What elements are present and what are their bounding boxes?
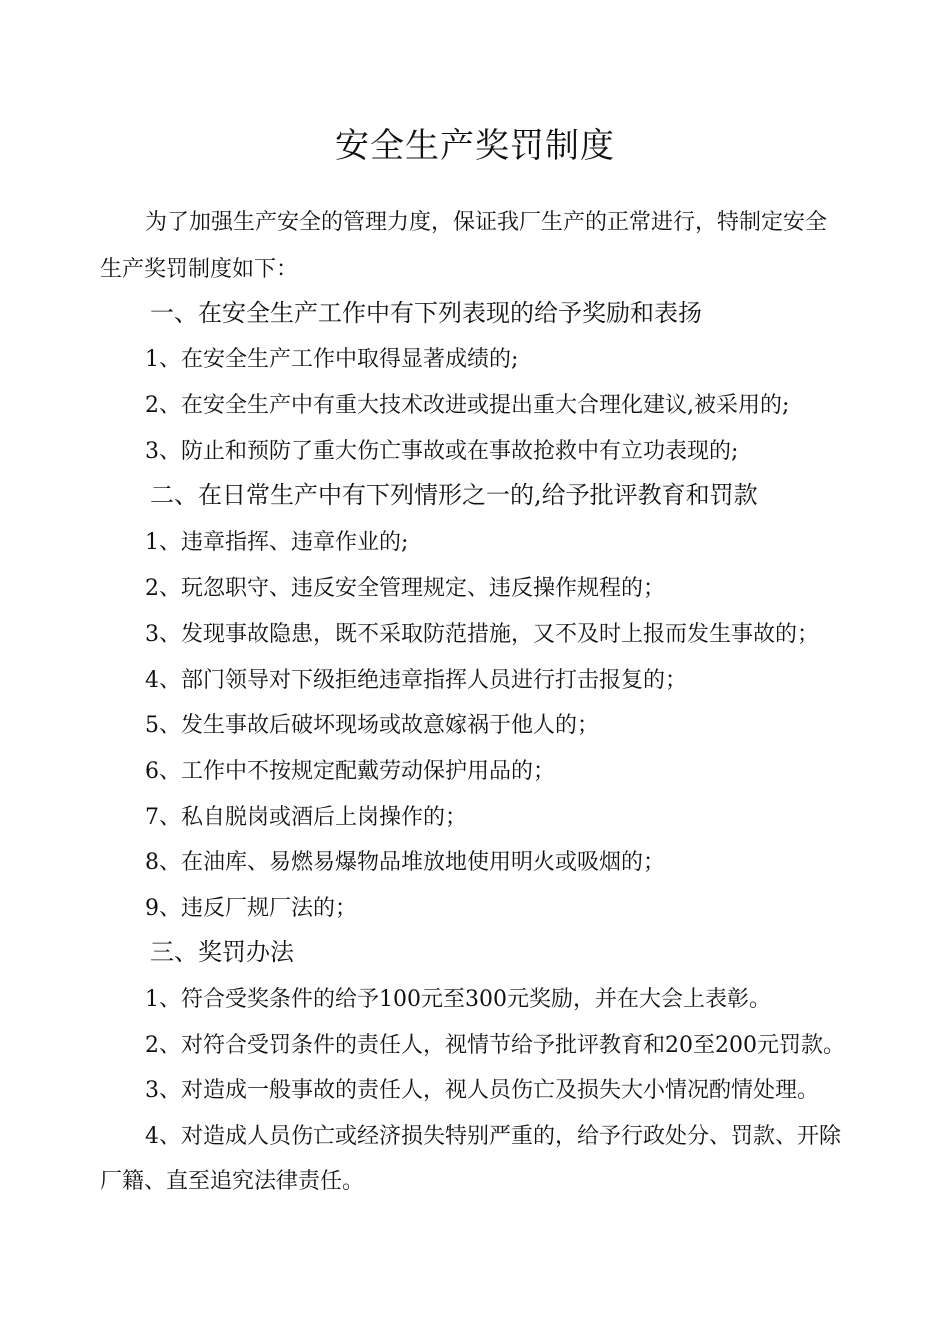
section3-item-4-line-1: 4、对造成人员伤亡或经济损失特别严重的，给予行政处分、罚款、开除 (145, 1124, 841, 1149)
section1-item-3: 3、防止和预防了重大伤亡事故或在事故抢救中有立功表现的; (145, 439, 739, 464)
intro-line-2: 生产奖罚制度如下： (100, 257, 299, 282)
section2-item-6: 6、工作中不按规定配戴劳动保护用品的； (145, 759, 555, 784)
section2-item-5: 5、发生事故后破坏现场或故意嫁祸于他人的； (145, 713, 599, 738)
section2-item-9: 9、违反厂规厂法的； (145, 896, 357, 921)
section3-item-3: 3、对造成一般事故的责任人，视人员伤亡及损失大小情况酌情处理。 (145, 1078, 819, 1103)
section2-item-3: 3、发现事故隐患，既不采取防范措施，又不及时上报而发生事故的； (145, 622, 819, 647)
section2-item-4: 4、部门领导对下级拒绝违章指挥人员进行打击报复的； (145, 668, 687, 693)
section2-item-8: 8、在油库、易燃易爆物品堆放地使用明火或吸烟的； (145, 850, 665, 875)
section2-heading: 二、在日常生产中有下列情形之一的,给予批评教育和罚款 (150, 481, 758, 509)
section3-item-1: 1、符合受奖条件的给予100元至300元奖励，并在大会上表彰。 (145, 987, 771, 1012)
section1-heading: 一、在安全生产工作中有下列表现的给予奖励和表扬 (150, 299, 702, 327)
section2-item-1: 1、违章指挥、违章作业的; (145, 530, 409, 555)
section1-item-2: 2、在安全生产中有重大技术改进或提出重大合理化建议,被采用的; (145, 393, 790, 418)
section3-item-4-line-2: 厂籍、直至追究法律责任。 (100, 1169, 365, 1194)
document-title: 安全生产奖罚制度 (335, 126, 615, 166)
section3-item-2: 2、对符合受罚条件的责任人，视情节给予批评教育和20至200元罚款。 (145, 1033, 845, 1058)
section2-item-7: 7、私自脱岗或酒后上岗操作的； (145, 805, 467, 830)
section1-item-1: 1、在安全生产工作中取得显著成绩的; (145, 347, 519, 372)
section2-item-2: 2、玩忽职守、违反安全管理规定、违反操作规程的； (145, 576, 665, 601)
intro-line-1: 为了加强生产安全的管理力度，保证我厂生产的正常进行，特制定安全 (145, 210, 828, 235)
section3-heading: 三、奖罚办法 (150, 938, 294, 966)
